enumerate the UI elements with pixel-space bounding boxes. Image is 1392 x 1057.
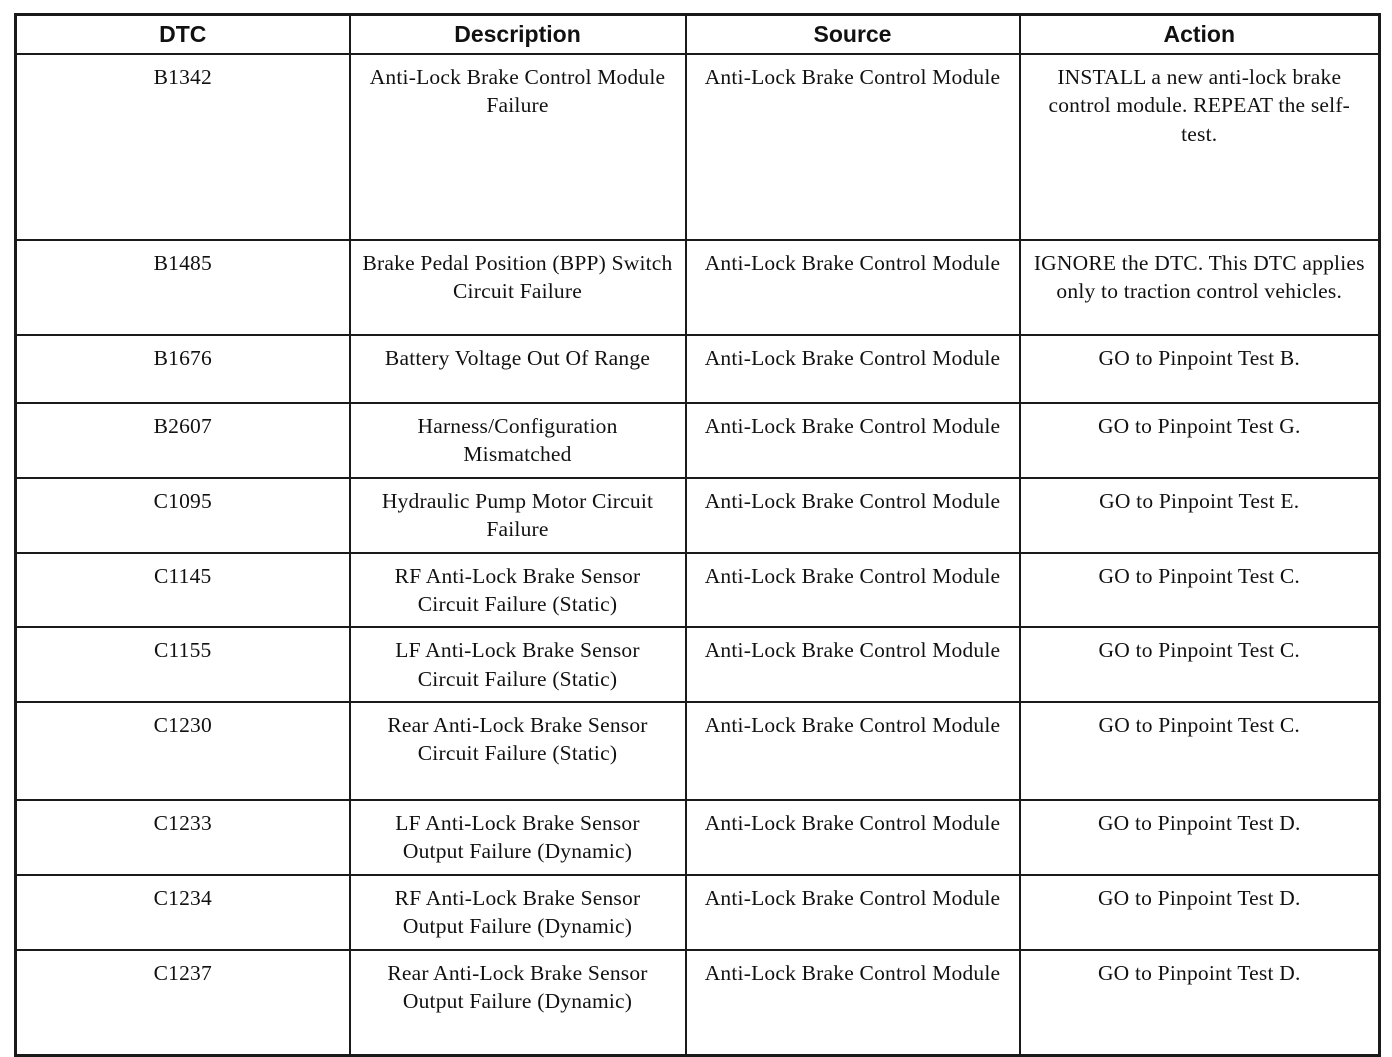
- source-cell: Anti-Lock Brake Control Module: [686, 553, 1020, 628]
- table-row: [16, 702, 1380, 800]
- action-cell: GO to Pinpoint Test D.: [1020, 875, 1380, 950]
- dtc-cell: B1485: [16, 240, 350, 335]
- table-row: [16, 875, 1380, 950]
- dtc-cell: C1145: [16, 553, 350, 628]
- description-cell: Harness/Configuration Mismatched: [350, 403, 686, 478]
- description-cell: Battery Voltage Out Of Range: [350, 335, 686, 403]
- header-row: [16, 15, 1380, 55]
- dtc-cell: B1676: [16, 335, 350, 403]
- action-cell: GO to Pinpoint Test E.: [1020, 478, 1380, 553]
- dtc-table-header: [16, 15, 1380, 55]
- description-cell: RF Anti-Lock Brake Sensor Output Failure (Dynamic): [350, 875, 686, 950]
- source-cell: Anti-Lock Brake Control Module: [686, 702, 1020, 800]
- action-cell: INSTALL a new anti-lock brake control module. REPEAT the self-test.: [1020, 54, 1380, 240]
- description-cell: LF Anti-Lock Brake Sensor Output Failure (Dynamic): [350, 800, 686, 875]
- dtc-cell: C1230: [16, 702, 350, 800]
- dtc-cell: C1237: [16, 950, 350, 1056]
- table-row: [16, 950, 1380, 1056]
- source-cell: Anti-Lock Brake Control Module: [686, 403, 1020, 478]
- action-cell: GO to Pinpoint Test C.: [1020, 627, 1380, 702]
- dtc-cell: B1342: [16, 54, 350, 240]
- dtc-cell: C1095: [16, 478, 350, 553]
- header-source: Source: [686, 15, 1020, 55]
- action-cell: GO to Pinpoint Test D.: [1020, 800, 1380, 875]
- header-action: Action: [1020, 15, 1380, 55]
- description-cell: Hydraulic Pump Motor Circuit Failure: [350, 478, 686, 553]
- source-cell: Anti-Lock Brake Control Module: [686, 950, 1020, 1056]
- source-cell: Anti-Lock Brake Control Module: [686, 54, 1020, 240]
- dtc-cell: C1234: [16, 875, 350, 950]
- dtc-table: [14, 13, 1381, 1057]
- source-cell: Anti-Lock Brake Control Module: [686, 627, 1020, 702]
- source-cell: Anti-Lock Brake Control Module: [686, 335, 1020, 403]
- table-row: [16, 54, 1380, 240]
- dtc-cell: C1155: [16, 627, 350, 702]
- table-row: [16, 478, 1380, 553]
- dtc-cell: B2607: [16, 403, 350, 478]
- description-cell: Anti-Lock Brake Control Module Failure: [350, 54, 686, 240]
- dtc-cell: C1233: [16, 800, 350, 875]
- action-cell: GO to Pinpoint Test C.: [1020, 702, 1380, 800]
- source-cell: Anti-Lock Brake Control Module: [686, 240, 1020, 335]
- description-cell: Rear Anti-Lock Brake Sensor Circuit Failure (Static): [350, 702, 686, 800]
- description-cell: RF Anti-Lock Brake Sensor Circuit Failure (Static): [350, 553, 686, 628]
- dtc-table-body: [16, 54, 1380, 1056]
- source-cell: Anti-Lock Brake Control Module: [686, 875, 1020, 950]
- source-cell: Anti-Lock Brake Control Module: [686, 800, 1020, 875]
- action-cell: GO to Pinpoint Test C.: [1020, 553, 1380, 628]
- header-dtc: DTC: [16, 15, 350, 55]
- action-cell: IGNORE the DTC. This DTC applies only to traction control vehicles.: [1020, 240, 1380, 335]
- table-row: [16, 335, 1380, 403]
- table-row: [16, 800, 1380, 875]
- description-cell: LF Anti-Lock Brake Sensor Circuit Failure (Static): [350, 627, 686, 702]
- table-row: [16, 403, 1380, 478]
- description-cell: Brake Pedal Position (BPP) Switch Circuit Failure: [350, 240, 686, 335]
- table-row: [16, 627, 1380, 702]
- header-description: Description: [350, 15, 686, 55]
- table-row: [16, 553, 1380, 628]
- description-cell: Rear Anti-Lock Brake Sensor Output Failure (Dynamic): [350, 950, 686, 1056]
- source-cell: Anti-Lock Brake Control Module: [686, 478, 1020, 553]
- table-row: [16, 240, 1380, 335]
- action-cell: GO to Pinpoint Test B.: [1020, 335, 1380, 403]
- action-cell: GO to Pinpoint Test G.: [1020, 403, 1380, 478]
- action-cell: GO to Pinpoint Test D.: [1020, 950, 1380, 1056]
